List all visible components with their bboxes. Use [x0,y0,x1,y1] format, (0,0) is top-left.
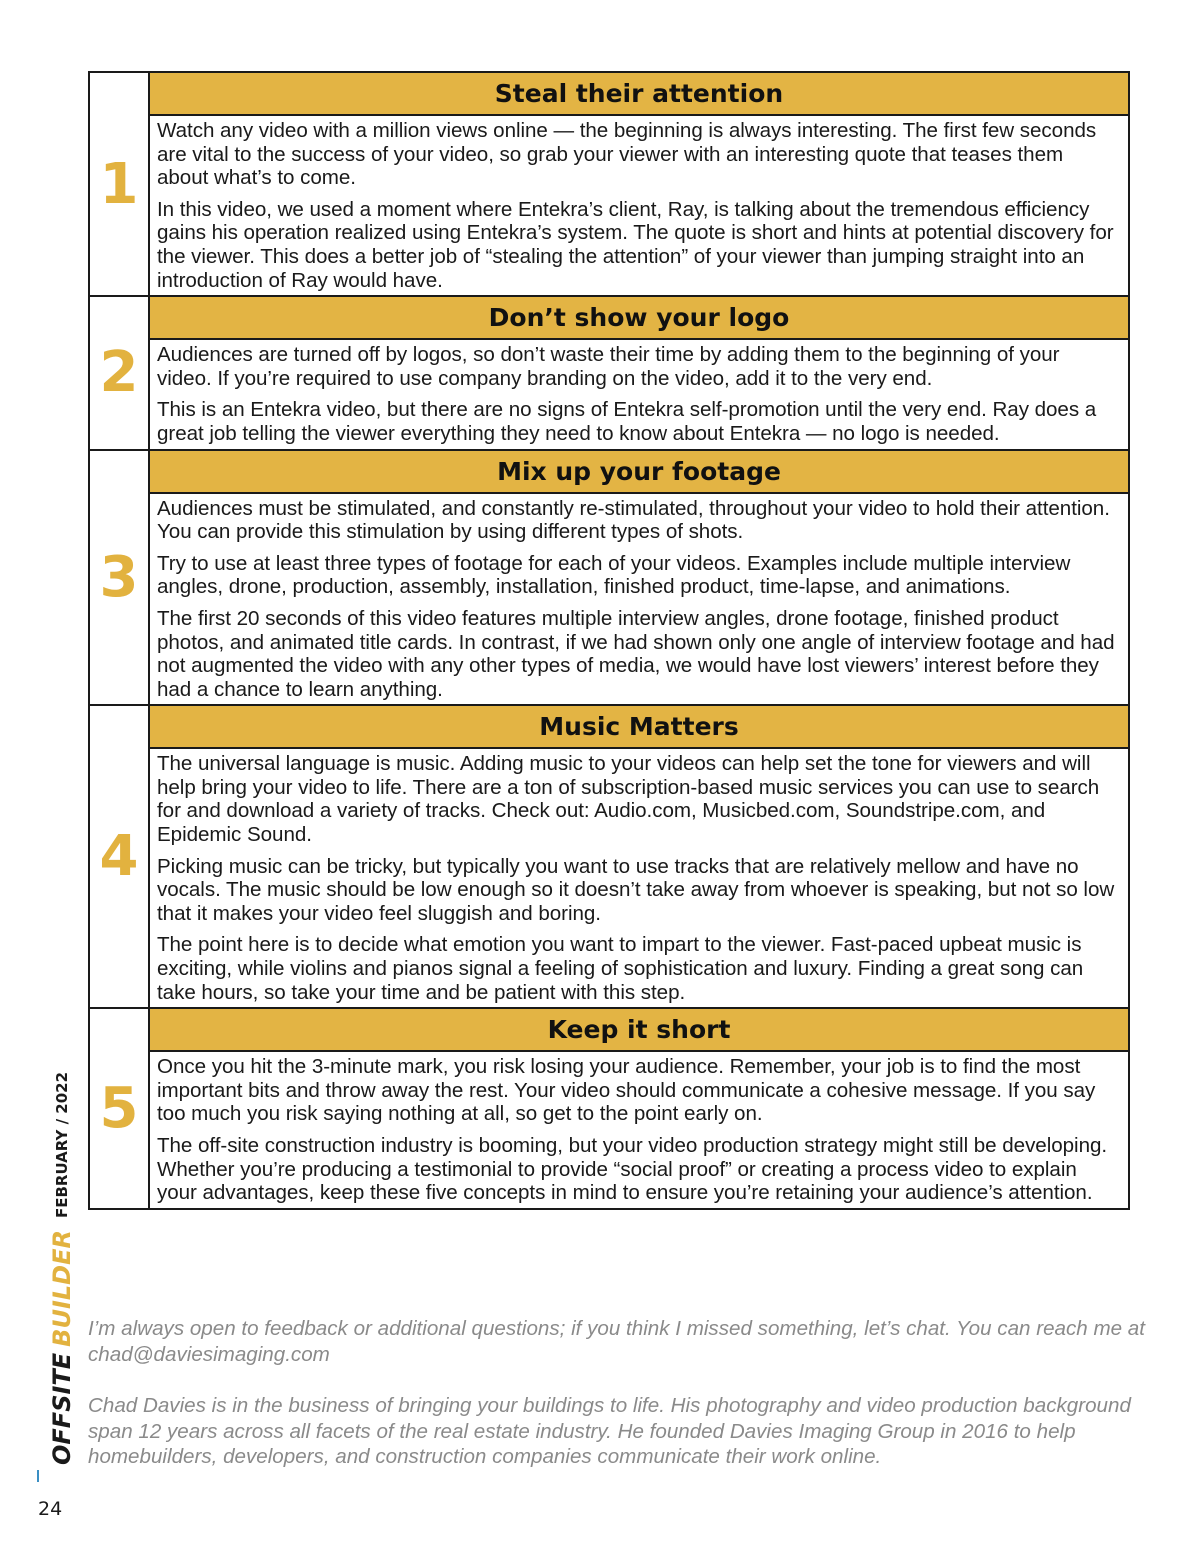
tip-heading: Mix up your footage [150,451,1128,494]
tip-body [150,73,1128,295]
side-accent-rule [37,1470,39,1482]
page-number: 24 [38,1498,63,1520]
tip-heading: Music Matters [150,706,1128,749]
tip-paragraph: The point here is to decide what emotion you want to impart to the viewer. Fast-paced upbeat music is exciting, while violins and pianos signal a feeling of sophistication and luxury. Finding a great song can take hours, so take your time and be patient with this step. [157,933,1084,1004]
tip-body [150,706,1128,1007]
tips-table [88,71,1130,1210]
tip-row [90,1009,1128,1208]
tip-heading: Steal their attention [150,73,1128,116]
tip-number: 1 [90,73,150,295]
tip-text [150,494,1128,705]
brand-name-primary: OFFSITE [48,1352,76,1465]
tip-paragraph: The universal language is music. Adding music to your videos can help set the tone for viewers and will help bring your video to life. There are a ton of subscription-based music services you can use to search for and download a variety of tracks. Check out: Audio.com, Musicbed.com, Soundstripe.com, and Epidemic Sound. [157,752,1100,847]
tip-paragraph: Watch any video with a million views online — the beginning is always interesting. The first few seconds are vital to the success of your video, so grab your viewer with an interesting quote that teases them about what’s to come. [157,119,1097,190]
tip-paragraph: This is an Entekra video, but there are no signs of Entekra self-promotion until the very end. Ray does a great job telling the viewer everything they need to know about Entekra — no logo is needed. [157,398,1097,445]
tip-heading: Keep it short [150,1009,1128,1052]
tip-number: 4 [90,706,150,1007]
closing-notes [88,1316,1148,1470]
tip-number: 5 [90,1009,150,1208]
author-bio: Chad Davies is in the business of bringing your buildings to life. His photography and video production background span 12 years across all facets of the real estate industry. He founded Davies Imaging Group in 2016 to help homebuilders, developers, and construction companies communicate their work online. [88,1394,1131,1468]
side-banner [49,1072,75,1465]
tip-text [150,116,1128,295]
tip-paragraph: The first 20 seconds of this video features multiple interview angles, drone footage, finished product photos, and animated title cards. In contrast, if we had shown only one angle of interview footage and had not augmented the video with any other types of media, we would have lost viewers’ interest before they had a chance to learn anything. [157,606,1115,701]
tip-body [150,1009,1128,1208]
tip-paragraph: The off-site construction industry is booming, but your video production strategy might still be developing. Whether you’re producing a testimonial to provide “social proof” or creating a process video to explain your advantages, keep these five concepts in mind to ensure you’re retaining your audience’s attention. [157,1134,1108,1205]
tip-text [150,1052,1128,1208]
tip-text [150,749,1128,1007]
tip-row [90,706,1128,1009]
tip-text [150,340,1128,448]
brand-name-secondary: BUILDER [48,1230,76,1347]
feedback-note: I’m always open to feedback or additional questions; if you think I missed something, let’s chat. You can reach me at chad@daviesimaging.com [88,1317,1145,1366]
tip-row [90,297,1128,450]
tip-row [90,73,1128,297]
tip-paragraph: Audiences are turned off by logos, so don’t waste their time by adding them to the beginning of your video. If you’re required to use company branding on the video, add it to the very end. [157,343,1060,390]
tip-body [150,297,1128,448]
tip-heading: Don’t show your logo [150,297,1128,340]
tip-paragraph: In this video, we used a moment where Entekra’s client, Ray, is talking about the tremendous efficiency gains his operation realized using Entekra’s system. The quote is short and hints at potential discovery for the viewer. This does a better job of “stealing the attention” of your viewer than jumping straight into an introduction of Ray would have. [157,197,1114,292]
tip-row [90,451,1128,707]
tip-paragraph: Once you hit the 3-minute mark, you risk losing your audience. Remember, your job is to find the most important bits and throw away the rest. Your video should communicate a cohesive message. If you say too much you risk saying nothing at all, so get to the point early on. [157,1055,1096,1126]
tip-paragraph: Try to use at least three types of footage for each of your videos. Examples include multiple interview angles, drone, production, assembly, installation, finished product, time-lapse, and animations. [157,551,1071,599]
issue-date: FEBRUARY / 2022 [53,1071,71,1219]
tip-number: 2 [90,297,150,448]
tip-body [150,451,1128,705]
tip-paragraph: Audiences must be stimulated, and constantly re-stimulated, throughout your video to hold their attention. You can provide this stimulation by using different types of shots. [157,496,1110,544]
tip-paragraph: Picking music can be tricky, but typically you want to use tracks that are relatively mellow and have no vocals. The music should be low enough so it doesn’t take away from whoever is speaking, but not so low that it makes your video feel sluggish and boring. [157,854,1115,925]
tip-number: 3 [90,451,150,705]
